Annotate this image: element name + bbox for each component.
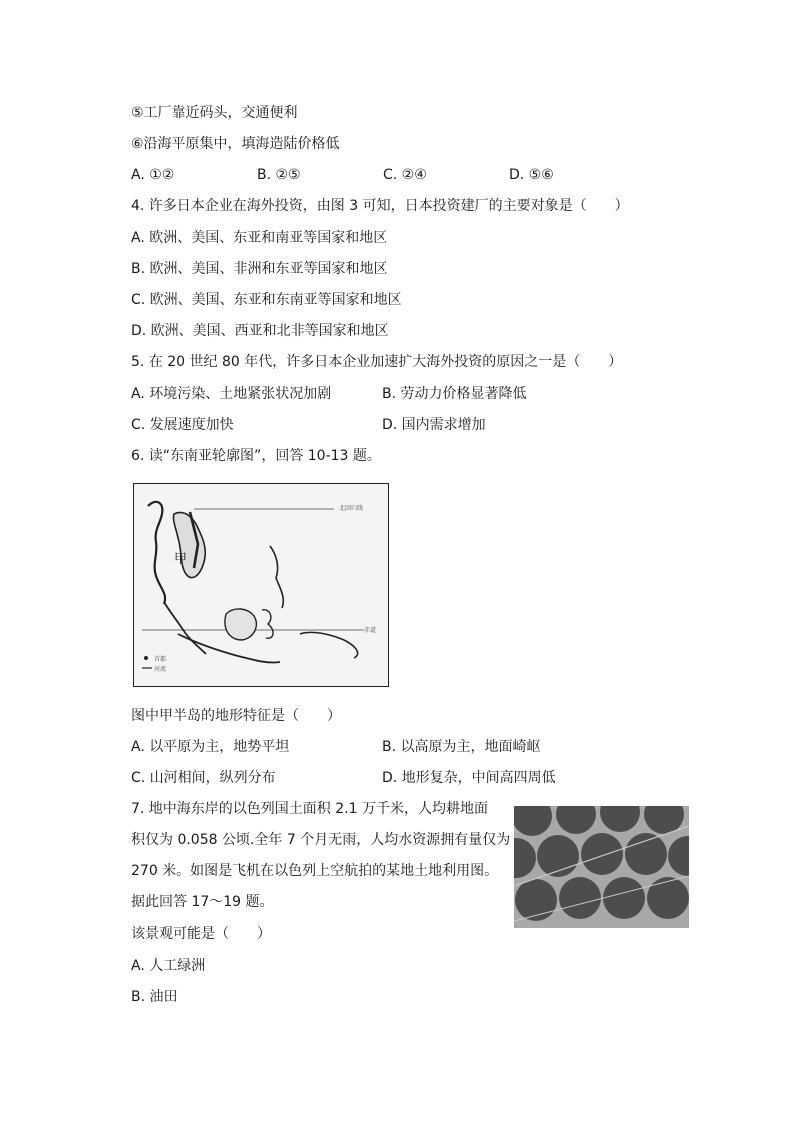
statement-5: ⑤工厂靠近码头，交通便利 — [131, 105, 298, 121]
q5-stem: 5. 在 20 世纪 80 年代，许多日本企业加速扩大海外投资的原因之一是（ ） — [131, 354, 623, 370]
q6-subquestion: 图中甲半岛的地形特征是（ ） — [131, 708, 341, 724]
borneo — [225, 609, 256, 640]
q3-option-b: B. ②⑤ — [257, 167, 301, 183]
photo-drawing — [514, 806, 689, 928]
q7-stem-line2: 积仅为 0.058 公顷.全年 7 个月无雨，人均水资源拥有量仅为 — [131, 832, 511, 848]
statement-6: ⑥沿海平原集中，填海造陆价格低 — [131, 136, 340, 152]
q7-option-a: A. 人工绿洲 — [131, 958, 206, 974]
map-drawing — [134, 484, 387, 685]
q6-option-d: D. 地形复杂，中间高四周低 — [382, 770, 556, 786]
southeast-asia-map — [133, 483, 389, 687]
q6-option-b: B. 以高原为主，地面崎岖 — [382, 739, 541, 755]
q4-option-b: B. 欧洲、美国、非洲和东亚等国家和地区 — [131, 261, 388, 277]
philippines — [270, 546, 283, 608]
q6-option-c: C. 山河相间，纵列分布 — [131, 770, 276, 786]
sumatra-java — [178, 634, 280, 663]
map-label-jia: 甲 — [174, 552, 188, 567]
q3-option-d: D. ⑤⑥ — [509, 167, 554, 183]
q4-option-d: D. 欧洲、美国、西亚和北非等国家和地区 — [131, 323, 389, 339]
map-label-tropic: 北回归线 — [339, 505, 364, 512]
aerial-irrigation-photo — [514, 806, 689, 928]
q3-option-c: C. ②④ — [383, 167, 427, 183]
q7-stem-line1: 7. 地中海东岸的以色列国土面积 2.1 万千米，人均耕地面 — [131, 801, 488, 817]
malay-peninsula — [164, 602, 206, 654]
q6-stem: 6. 读“东南亚轮廓图”，回答 10-13 题。 — [131, 448, 381, 464]
q7-subquestion: 该景观可能是（ ） — [131, 926, 271, 942]
q4-option-c: C. 欧洲、美国、东亚和东南亚等国家和地区 — [131, 292, 402, 308]
map-legend-river: 河流 — [154, 666, 167, 673]
q7-option-b: B. 油田 — [131, 989, 178, 1005]
mainland-coast — [148, 502, 165, 604]
sulawesi — [262, 610, 273, 639]
legend-capital-dot — [144, 656, 148, 660]
q5-option-c: C. 发展速度加快 — [131, 417, 234, 433]
new-guinea — [300, 632, 358, 658]
q5-option-d: D. 国内需求增加 — [382, 417, 486, 433]
map-legend-capital: 首都 — [154, 656, 167, 663]
q5-option-b: B. 劳动力价格显著降低 — [382, 386, 527, 402]
q7-stem-line3: 270 米。如图是飞机在以色列上空航拍的某地土地利用图。 — [131, 863, 499, 879]
q3-option-a: A. ①② — [131, 167, 175, 183]
q5-option-a: A. 环境污染、土地紧张状况加剧 — [131, 386, 332, 402]
indochina-peninsula — [173, 512, 205, 577]
q4-stem: 4. 许多日本企业在海外投资，由图 3 可知，日本投资建厂的主要对象是（ ） — [131, 198, 629, 214]
map-label-equator: 赤道 — [364, 627, 377, 634]
q4-option-a: A. 欧洲、美国、东亚和南亚等国家和地区 — [131, 230, 388, 246]
q6-option-a: A. 以平原为主，地势平坦 — [131, 739, 290, 755]
q7-stem-line4: 据此回答 17～19 题。 — [131, 894, 274, 910]
